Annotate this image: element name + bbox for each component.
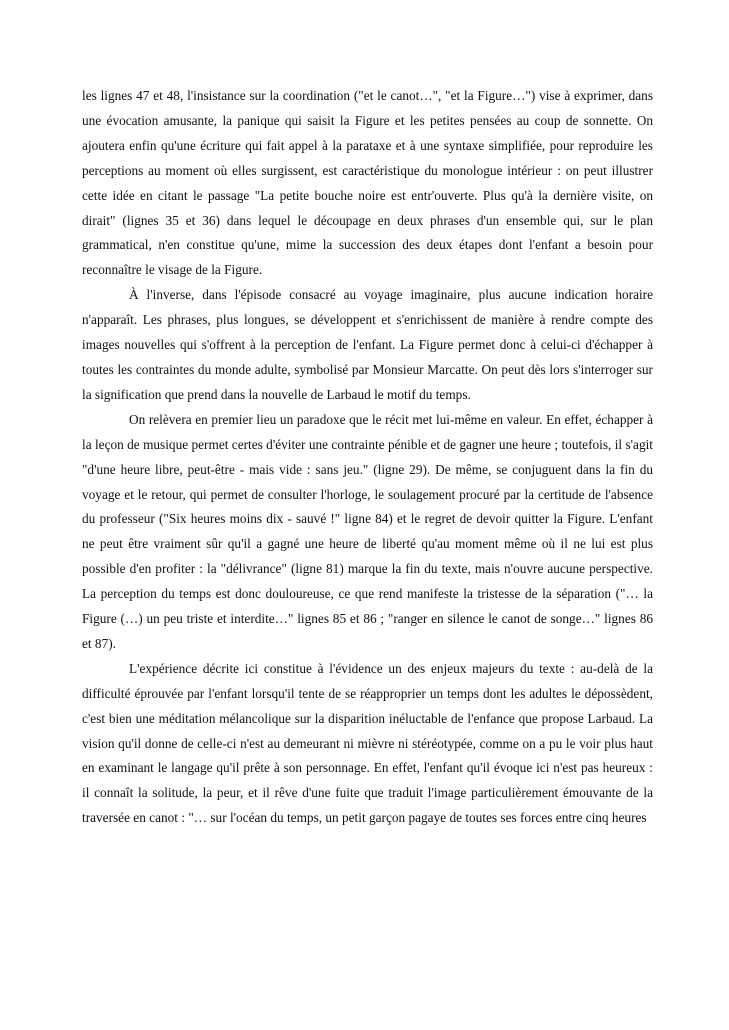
paragraph-2: À l'inverse, dans l'épisode consacré au voyage imaginaire, plus aucune indication horaire n'apparaît. Les phrases, plus longues, se développent et s'enrichissent de manière à rendre compte des images nouvelles qui s'offrent à la perception de l'enfant. La Figure permet donc à celui-ci d'échapper à toutes les contraintes du monde adulte, symbolisé par Monsieur Marcatte. On peut dès lors s'interroger sur la signification que prend dans la nouvelle de Larbaud le motif du temps. [82,287,653,402]
paragraph-4: L'expérience décrite ici constitue à l'évidence un des enjeux majeurs du texte : au-delà de la difficulté éprouvée par l'enfant lorsqu'il tente de se réapproprier un temps dont les adultes le dépossèdent, c'est bien une méditation mélancolique sur la disparition inéluctable de l'enfance que propose Larbaud. La vision qu'il donne de celle-ci n'est au demeurant ni mièvre ni stéréotypée, comme on a pu le voir plus haut en examinant le langage qu'il prête à son personnage. En effet, l'enfant qu'il évoque ici n'est pas heureux : il connaît la solitude, la peur, et il rêve d'une fuite que traduit l'image particulièrement émouvante de la traversée en canot : "… sur l'océan du temps, un petit garçon pagaye de toutes ses forces entre cinq heures [82,660,653,826]
paragraph-1: les lignes 47 et 48, l'insistance sur la coordination ("et le canot…", "et la Figure…") vise à exprimer, dans une évocation amusante, la panique qui saisit la Figure et les petites pensées au coup de sonnette. On ajoutera enfin qu'une écriture qui fait appel à la parataxe et à une syntaxe simplifiée, pour reproduire les perceptions au moment où elles surgissent, est caractéristique du monologue intérieur : on peut illustrer cette idée en citant le passage "La petite bouche noire est entr'ouverte. Plus qu'à la dernière visite, on dirait" (lignes 35 et 36) dans lequel le découpage en deux phrases d'un ensemble qui, sur le plan grammatical, n'en constitue qu'une, mime la succession des deux étapes dont l'enfant a besoin pour reconnaître le visage de la Figure. [82,88,653,278]
document-page [82,84,653,831]
paragraph-3: On relèvera en premier lieu un paradoxe que le récit met lui-même en valeur. En effet, échapper à la leçon de musique permet certes d'éviter une contrainte pénible et de gagner une heure ; toutefois, il s'agit "d'une heure libre, peut-être - mais vide : sans jeu." (ligne 29). De même, se conjuguent dans la fin du voyage et le retour, qui permet de consulter l'horloge, le soulagement procuré par la certitude de l'absence du professeur ("Six heures moins dix - sauvé !" ligne 84) et le regret de devoir quitter la Figure. L'enfant ne peut être vraiment sûr qu'il a gagné une heure de liberté qu'au moment même où il ne lui est plus possible d'en profiter : la "délivrance" (ligne 81) marque la fin du texte, mais n'ouvre aucune perspective. La perception du temps est donc douloureuse, ce que rend manifeste la tristesse de la séparation ("… la Figure (…) un peu triste et interdite…" lignes 85 et 86 ; "ranger en silence le canot de songe…" lignes 86 et 87). [82,411,653,651]
